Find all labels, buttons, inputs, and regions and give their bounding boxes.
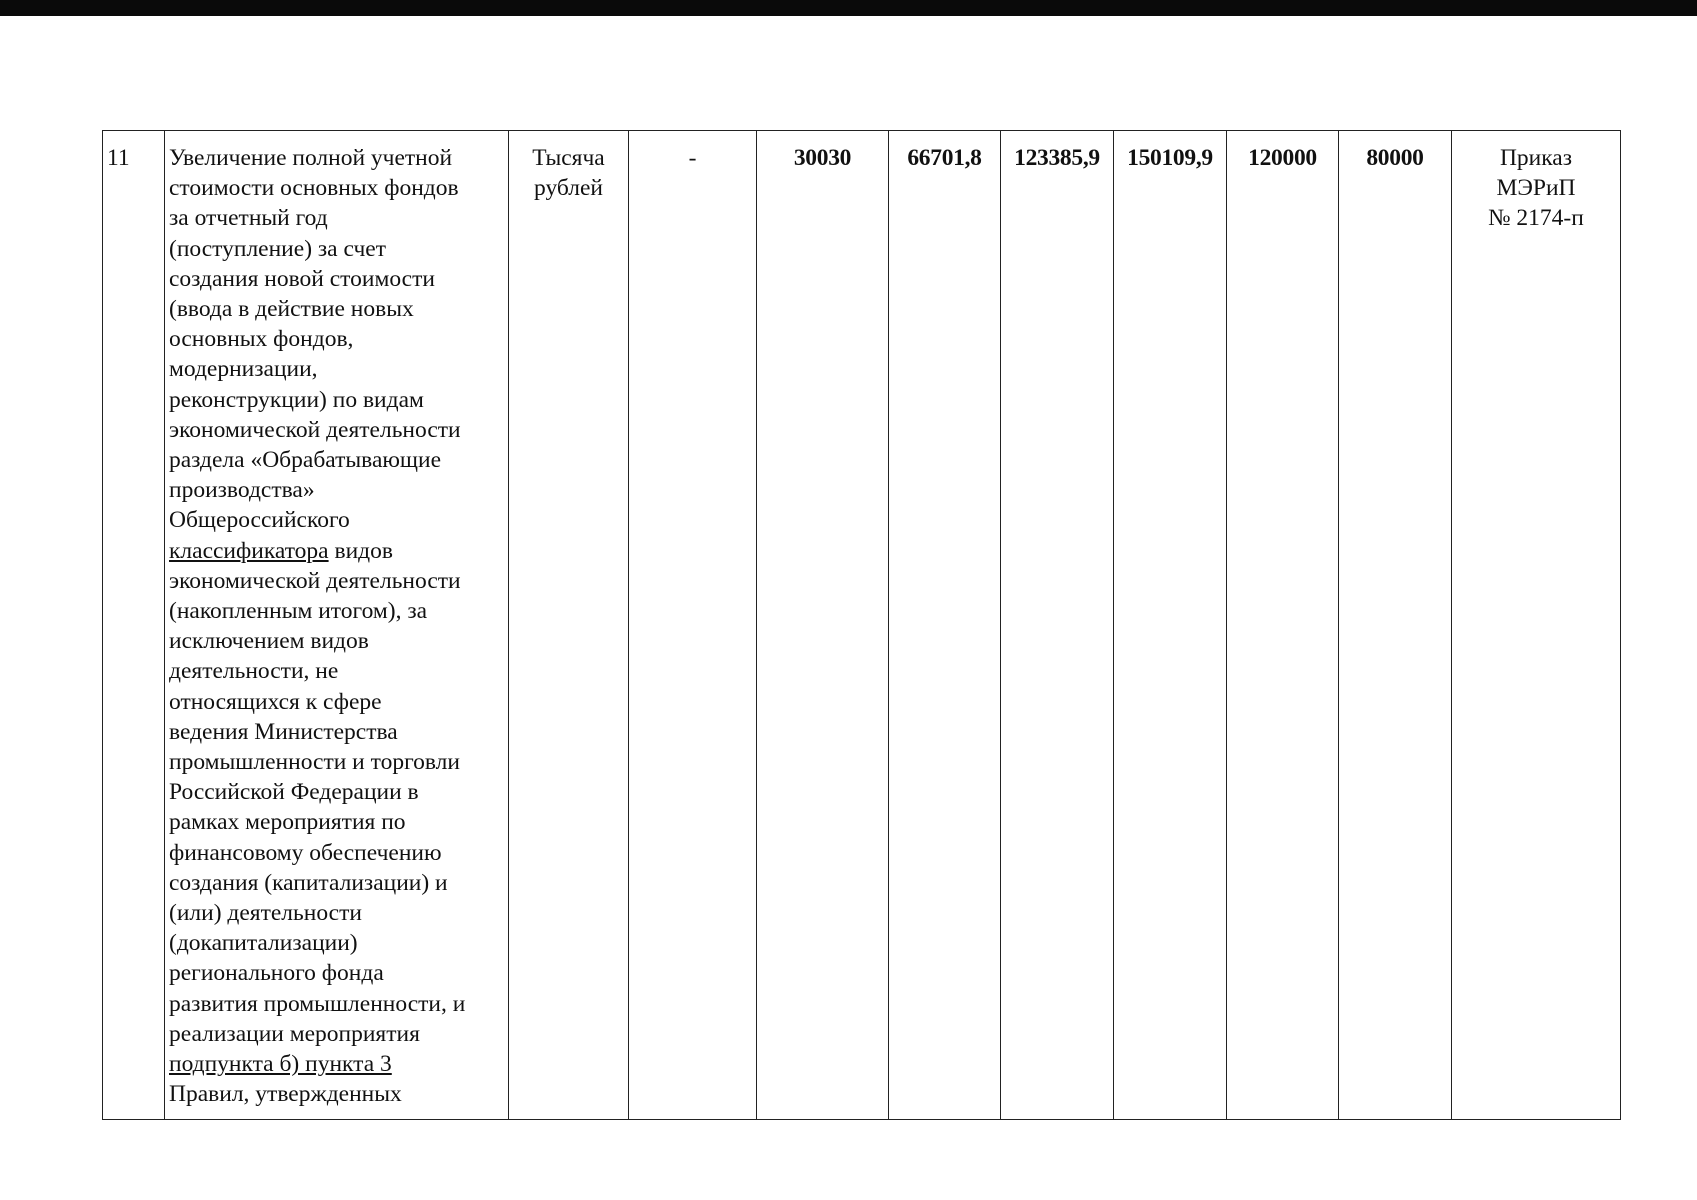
description-text: Общероссийского: [169, 507, 350, 534]
description-line: [169, 777, 504, 807]
description-text: Правил, утвержденных: [169, 1081, 402, 1108]
description-line: [169, 626, 504, 656]
source-document: [1452, 131, 1621, 1120]
description-line: [169, 294, 504, 324]
description-text: экономической деятельности: [169, 416, 461, 443]
value-cell: 150109,9: [1114, 131, 1227, 1120]
description-text: реализации мероприятия: [169, 1020, 420, 1047]
value-cell: 30030: [757, 131, 889, 1120]
description-text: (накопленным итогом), за: [169, 598, 428, 625]
description-text: основных фондов,: [169, 326, 354, 353]
description-text: раздела «Обрабатывающие: [169, 447, 442, 474]
description-line: [169, 989, 504, 1019]
description-text: Увеличение полной учетной: [169, 145, 453, 171]
row-number: 11: [103, 131, 165, 1120]
description-line: [169, 143, 504, 173]
description-text: (ввода в действие новых: [169, 296, 414, 323]
indicator-table: [102, 130, 1621, 1120]
description-line: [169, 747, 504, 777]
description-text: классификатора: [169, 537, 329, 564]
source-line: Приказ: [1499, 145, 1573, 171]
value-cell: 123385,9: [1001, 131, 1114, 1120]
description-text: создания новой стоимости: [169, 265, 435, 292]
description-text: (докапитализации): [169, 930, 358, 957]
description-line: [169, 1049, 504, 1079]
description-line: [169, 1079, 504, 1109]
description-line: [169, 173, 504, 203]
value-cell: 80000: [1339, 131, 1452, 1120]
description-line: [169, 928, 504, 958]
description-line: [169, 656, 504, 686]
indicator-description: [165, 131, 509, 1120]
unit-cell: [509, 131, 629, 1120]
source-line: МЭРиП: [1496, 175, 1576, 202]
description-line: [169, 898, 504, 928]
description-line: [169, 475, 504, 505]
description-text: ведения Министерства: [169, 718, 398, 745]
description-line: [169, 566, 504, 596]
description-text: регионального фонда: [169, 960, 384, 987]
description-text: видов: [328, 537, 393, 564]
description-line: [169, 687, 504, 717]
description-text: подпункта б) пункта 3: [169, 1051, 392, 1078]
table-row: [103, 131, 1621, 1120]
description-line: [169, 354, 504, 384]
description-text: относящихся к сфере: [169, 688, 382, 715]
description-line: [169, 445, 504, 475]
description-text: (поступление) за счет: [169, 235, 386, 262]
description-line: [169, 868, 504, 898]
description-line: [169, 324, 504, 354]
description-line: [169, 415, 504, 445]
unit-line: Тысяча: [532, 145, 605, 171]
description-line: [169, 505, 504, 535]
unit-line: рублей: [534, 175, 603, 202]
description-text: Российской Федерации в: [169, 779, 419, 806]
description-line: [169, 264, 504, 294]
source-line: № 2174-п: [1488, 205, 1584, 232]
description-text: исключением видов: [169, 628, 369, 655]
description-line: [169, 838, 504, 868]
description-line: [169, 958, 504, 988]
description-text: создания (капитализации) и: [169, 869, 448, 896]
description-line: [169, 1019, 504, 1049]
value-cell: 120000: [1227, 131, 1339, 1120]
description-line: [169, 717, 504, 747]
base-value: -: [629, 131, 757, 1120]
description-line: [169, 596, 504, 626]
description-line: [169, 385, 504, 415]
description-text: (или) деятельности: [169, 900, 362, 927]
description-line: [169, 536, 504, 566]
description-line: [169, 234, 504, 264]
value-cell: 66701,8: [889, 131, 1001, 1120]
description-text: деятельности, не: [169, 658, 339, 685]
description-text: экономической деятельности: [169, 567, 461, 594]
description-text: промышленности и торговли: [169, 749, 460, 776]
description-text: модернизации,: [169, 356, 318, 383]
description-text: стоимости основных фондов: [169, 175, 459, 202]
description-line: [169, 807, 504, 837]
description-line: [169, 203, 504, 233]
description-text: развития промышленности, и: [169, 990, 466, 1017]
description-text: рамках мероприятия по: [169, 809, 406, 836]
description-text: за отчетный год: [169, 205, 328, 232]
description-text: финансовому обеспечению: [169, 839, 442, 866]
scan-border: [0, 0, 1697, 16]
description-text: производства»: [169, 477, 315, 504]
description-text: реконструкции) по видам: [169, 386, 424, 413]
